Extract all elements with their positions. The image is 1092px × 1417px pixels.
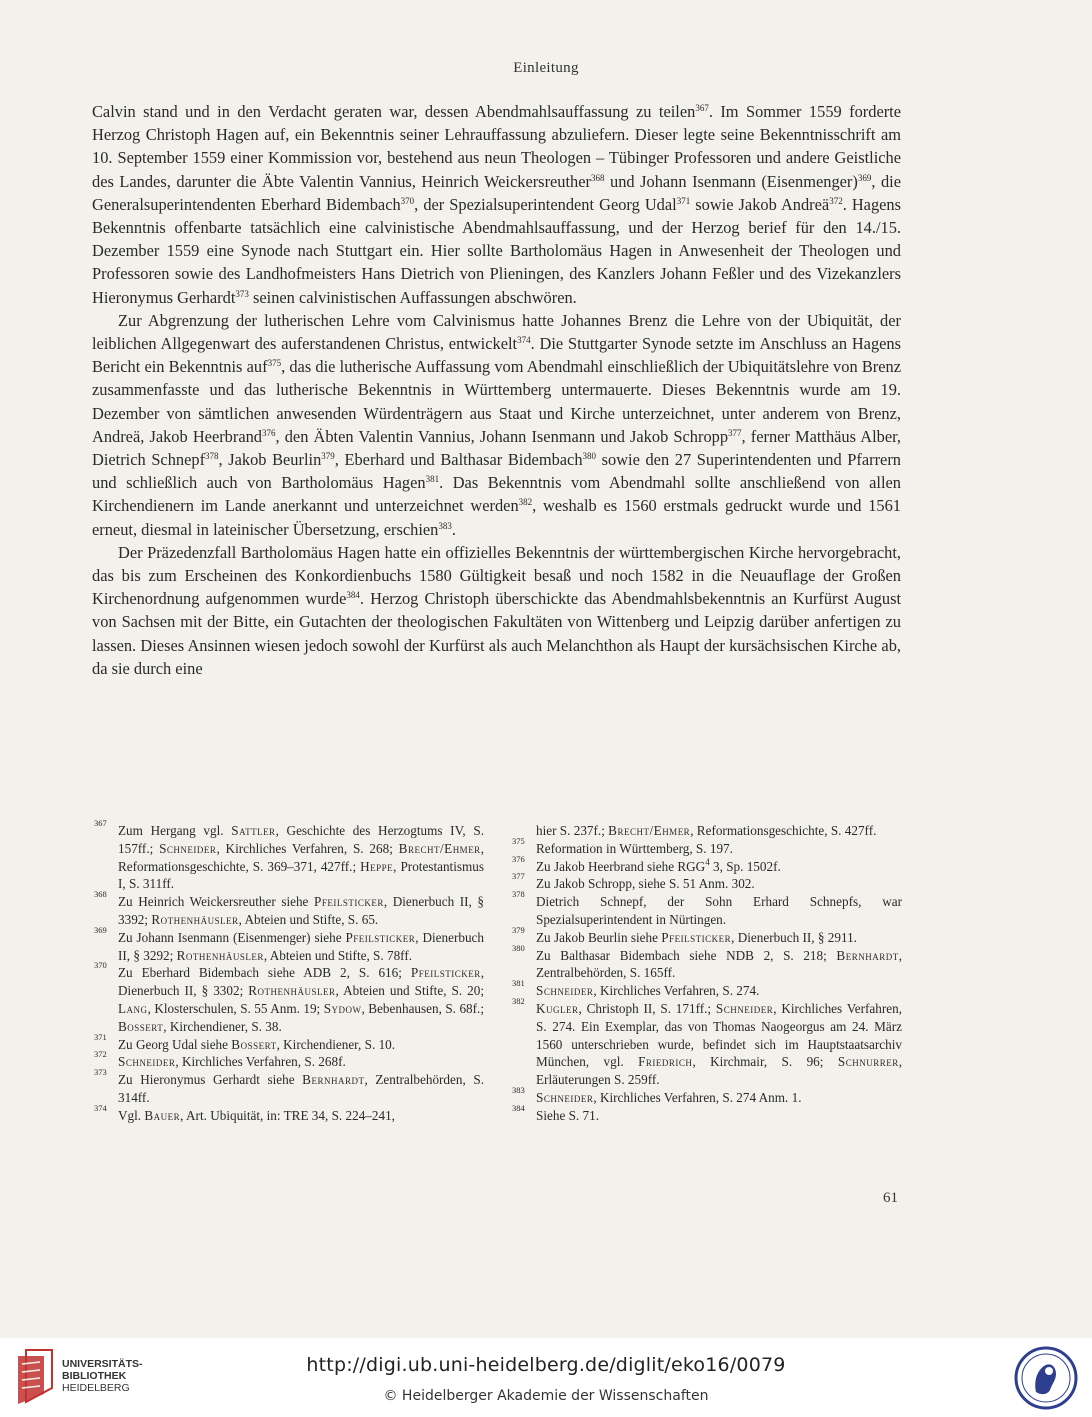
footnote-ref[interactable]: 374 [517, 335, 531, 346]
footnote: 374 Vgl. Bauer, Art. Ubiquität, in: TRE 34, S. 224–241, [94, 1102, 395, 1123]
running-head: Einleitung [513, 60, 579, 76]
footnote-ref[interactable]: 378 [205, 451, 219, 462]
main-text [92, 100, 901, 680]
footnote-ref[interactable]: 368 [590, 172, 605, 183]
footnote-ref[interactable]: 371 [676, 195, 691, 206]
footnote: 376 Zu Jakob Heerbrand siehe RGG$^4$ 3, Sp. 1502f. [512, 853, 781, 874]
page-number: 61 [883, 1190, 898, 1206]
digital-copy-url[interactable]: http://digi.ub.uni-heidelberg.de/diglit/eko16/0079 [306, 1354, 786, 1376]
footnote-ref[interactable]: 382 [518, 497, 533, 508]
footnote-ref[interactable]: 373 [235, 288, 249, 299]
footnote-ref[interactable]: 384 [346, 590, 360, 601]
footnote: 377 Zu Jakob Schropp, siehe S. 51 Anm. 302. [512, 871, 755, 892]
footnote: 375 Reformation in Württemberg, S. 197. [512, 835, 733, 856]
footnote: 372 Schneider, Kirchliches Verfahren, S. 268f. [94, 1049, 346, 1070]
copyright-notice: © Heidelberger Akademie der Wissenschaften [383, 1388, 709, 1404]
footnote: 381 Schneider, Kirchliches Verfahren, S. 274. [512, 978, 760, 999]
footnote: 370 Zu Eberhard Bidembach siehe ADB 2, S. 616; Pfeilsticker, Dienerbuch II, § 3302; Rothenhäusler, Abteien und Stifte, S. 20; Lang, Klosterschulen, S. 55 Anm. 19; Sydow, Bebenhausen, S. 68f.; Bossert, Kirchendiener, S. 38. [94, 960, 484, 1034]
footnote-ref[interactable]: 380 [582, 451, 597, 462]
footnote: 371 Zu Georg Udal siehe Bossert, Kirchendiener, S. 10. [94, 1031, 396, 1052]
footnote-ref[interactable]: 370 [400, 195, 415, 206]
academy-seal-icon [1014, 1346, 1078, 1410]
footnote-ref[interactable]: 369 [857, 172, 872, 183]
footnote: 367 Zum Hergang vgl. Sattler, Geschichte des Herzogtums IV, S. 157ff.; Schneider, Kirchliches Verfahren, S. 268; Brecht/Ehmer, Reformationsgeschichte, S. 369–371, 427ff.; Heppe, Protestantismus I, S. 311ff. [94, 818, 484, 892]
footnote-ref[interactable]: 376 [262, 427, 276, 438]
footnote-ref[interactable]: 381 [425, 474, 440, 485]
paragraph: Der Präzedenzfall Bartholomäus Hagen hatte ein offizielles Bekenntnis der württembergischen Kirche hervorgebracht, das bis zum Erscheinen des Konkordienbuchs 1580 Gültigkeit besaß und noch 1582 in die Neuauflage der Großen Kirchenordnung aufgenommen wurde$^{384}$. Herzog Christoph überschickte das Abendmahlsbekenntnis an Kurfürst August von Sachsen mit der Bitte, ein Gutachten der theologischen Fakultäten von Wittenberg und Leipzig darüber anfertigen zu lassen. Dieses Ansinnen wiesen jedoch sowohl der Kurfürst als auch Melanchthon als Haupt der kursächsischen Kirche ab, da sie durch eine [92, 542, 902, 678]
footnote: 383 Schneider, Kirchliches Verfahren, S. 274 Anm. 1. [512, 1084, 802, 1105]
footnote-column-left [92, 818, 485, 1125]
footnote-ref[interactable]: 377 [728, 427, 742, 438]
footnote: 378 Dietrich Schnepf, der Sohn Erhard Schnepfs, war Spezialsuperintendent in Nürtingen. [512, 889, 902, 927]
footer-bar [0, 1338, 1092, 1417]
footnote-ref[interactable]: 379 [321, 451, 335, 462]
paragraph: Calvin stand und in den Verdacht geraten war, dessen Abendmahlsauffassung zu teilen$^{367}$. Im Sommer 1559 forderte Herzog Christoph Hagen auf, ein Bekenntnis seiner Lehrauffassung abzuliefern. Dieser legte seine Bekenntnisschrift am 10. September 1559 einer Kommission vor, bestehend aus neun Theologen – Tübinger Professoren und andere Geistliche des Landes, darunter die Äbte Valentin Vannius, Heinrich Weickersreuther$^{368}$ und Johann Isenmann (Eisenmenger)$^{369}$, die Generalsuperintendenten Eberhard Bidembach$^{370}$, der Spezialsuperintendent Georg Udal$^{371}$ sowie Jakob Andreä$^{372}$. Hagens Bekenntnis offenbarte tatsächlich eine calvinistische Abendmahlsauffassung, und der Herzog berief für den 14./15. Dezember 1559 eine Synode nach Stuttgart ein. Hier sollte Bartholomäus Hagen in Anwesenheit der Theologen und Professoren sowie des Landhofmeisters Hans Dietrich von Plieningen, des Kanzlers Johann Feßler und des Vizekanzlers Hieronymus Gerhardt$^{373}$ seinen calvinistischen Auffassungen abschwören. [92, 102, 901, 307]
footnote: 379 Zu Jakob Beurlin siehe Pfeilsticker, Dienerbuch II, § 2911. [512, 924, 857, 945]
footnotes [92, 818, 902, 1125]
footnote: 369 Zu Johann Isenmann (Eisenmenger) siehe Pfeilsticker, Dienerbuch II, § 3292; Rothenhäusler, Abteien und Stifte, S. 78ff. [94, 924, 484, 963]
footnote-ref[interactable]: 375 [267, 358, 282, 369]
footnote-ref[interactable]: 372 [829, 195, 843, 206]
library-name: UNIVERSITÄTS- BIBLIOTHEK HEIDELBERG [62, 1358, 143, 1394]
footnote-ref[interactable]: 383 [438, 520, 452, 531]
footnote: 382 Kugler, Christoph II, S. 171ff.; Schneider, Kirchliches Verfahren, S. 274. Ein Exemplar, das von Thomas Naogeorgus am 24. März 1560 unterschrieben wurde, befindet sich im Hauptstaatsarchiv München, vgl. Friedrich, Kirchmair, S. 96; Schnurrer, Erläuterungen S. 259ff. [512, 995, 902, 1088]
footnote-ref[interactable]: 367 [695, 103, 709, 113]
footnote-continuation: hier S. 237f.; Brecht/Ehmer, Reformationsgeschichte, S. 427ff. [536, 823, 877, 838]
footnote: 380 Zu Balthasar Bidembach siehe NDB 2, S. 218; Bernhardt, Zentralbehörden, S. 165ff. [512, 942, 902, 981]
footnote-column-right [510, 822, 902, 1125]
paragraph: Zur Abgrenzung der lutherischen Lehre vom Calvinismus hatte Johannes Brenz die Lehre von der Ubiquität, der leiblichen Allgegenwart des auferstandenen Christus, entwickelt$^{374}$. Die Stuttgarter Synode setzte im Anschluss an Hagens Bericht ein Bekenntnis auf$^{375}$, das die lutherische Auffassung vom Abendmahl einschließlich der Ubiquitätslehre von Brenz zusammenfasste und das lutherische Bekenntnis in Württemberg untermauerte. Dieses Bekenntnis wurde am 19. Dezember von sämtlichen anwesenden Würdenträgern aus Staat und Kirche unterzeichnet, unter anderem von Brenz, Andreä, Jakob Heerbrand$^{376}$, den Äbten Valentin Vannius, Johann Isenmann und Jakob Schropp$^{377}$, ferner Matthäus Alber, Dietrich Schnepf$^{378}$, Jakob Beurlin$^{379}$, Eberhard und Balthasar Bidembach$^{380}$ sowie den 27 Superintendenten und Pfarrern und schließlich auch von Bartholomäus Hagen$^{381}$. Das Bekenntnis vom Abendmahl sollte anschließend von allen Kirchendienern im Lande anerkannt und unterzeichnet werden$^{382}$, weshalb es 1560 erstmals gedruckt wurde und 1561 erneut, diesmal in lateinischer Übersetzung, erschien$^{383}$. [92, 310, 901, 539]
footnote: 384 Siehe S. 71. [512, 1102, 600, 1123]
footnote: 368 Zu Heinrich Weickersreuther siehe Pfeilsticker, Dienerbuch II, § 3392; Rothenhäusler, Abteien und Stifte, S. 65. [94, 889, 485, 927]
footnote: 373 Zu Hieronymus Gerhardt siehe Bernhardt, Zentralbehörden, S. 314ff. [94, 1067, 484, 1105]
